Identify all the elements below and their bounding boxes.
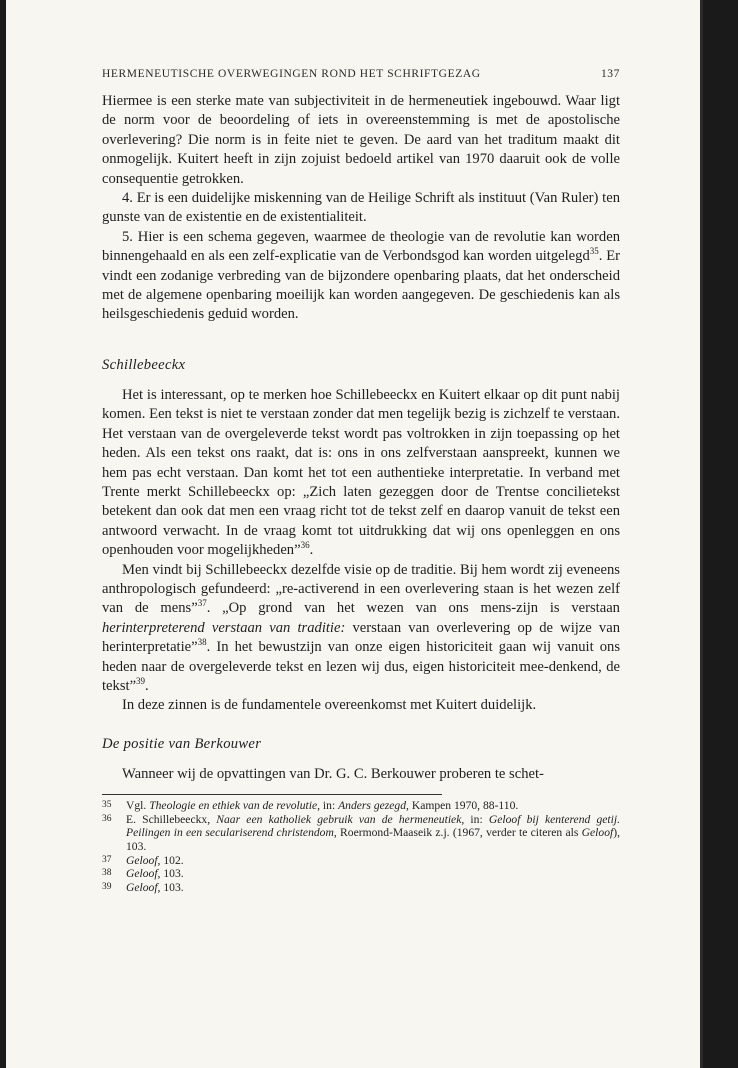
text-run: . In het bewustzijn van onze eigen historiciteit gaan wij vanuit ons heden naar de overgeleverde tekst en lezen wij dus, eigen historiciteit mee-denkend, de tekst” [102,639,620,694]
italic-run: Geloof, [126,853,161,867]
text-run: ), 103. [126,826,620,853]
italic-run: Geloof, [126,880,161,894]
paragraph: 4. Er is een duidelijke miskenning van de Heilige Schrift als instituut (Van Ruler) ten gunste van de existentie en de existentialiteit. [102,190,620,226]
book-page [6,0,703,1068]
section-heading-berkouwer: De positie van Berkouwer [102,735,262,752]
paragraph: Hiermee is een sterke mate van subjectiviteit in de hermeneutiek ingebouwd. Waar ligt de norm voor de beoordeling of iets in overeenstemming is met de apostolische overlevering? Die norm is in feite niet te geven. De aard van het traditum maakt dit onmogelijk. Kuitert heeft in zijn zojuist bedoeld artikel van 1970 daaruit ook de volle consequentie getrokken. [102,93,620,187]
italic-run: Naar een katholiek gebruik van de hermeneutiek, [216,812,465,826]
italic-run: Theologie en ethiek van de revolutie, [149,799,321,813]
footnote-ref: 39 [136,676,146,687]
page-number: 137 [600,68,620,80]
italic-run: Geloof bij kenterend getij. Peilingen in een seculariserend christendom, [126,812,620,840]
footnote-number: 35 [102,800,112,811]
paragraph [102,561,620,697]
text-run: 5. Hier is een schema gegeven, waarmee de theologie van de revolutie kan worden binnengehaald en als een zelf-explicatie van de Verbondsgod kan worden uitgelegd [102,228,620,265]
footnote-38 [102,867,620,881]
text-run: 102. [160,853,184,867]
footnote-ref: 36 [300,540,310,551]
paragraph: Wanneer wij de opvattingen van Dr. G. C. Berkouwer proberen te schet- [122,765,544,782]
italic-run: Geloof [581,826,614,840]
running-head [102,68,620,80]
footnote-text [126,881,620,895]
text-run: . „Op grond van het wezen van ons mens-zijn is verstaan [206,600,620,617]
text-run: Het is interessant, op te merken hoe Schillebeeckx en Kuitert elkaar op dit punt nabij komen. Een tekst is niet te verstaan zonder dat men tegelijk bezig is zichzelf te verstaan. Het verstaan van de overgeleverde tekst wordt pas voltrokken in zijn toepassing op het heden. Als een tekst ons raakt, dat is: ons in ons zelfverstaan aanspreekt, kunnen we hem pas echt verstaan. Dan komt het tot een authentieke interpretatie. In verband met Trente merkt Schillebeeckx op: „Zich laten gezeggen door de Trentse concilietekst betekent dan ook dat men een vraag richt tot de tekst zelf en daarop vanuit de tekst een antwoord verwacht. In de vraag komt tot uitdrukking dat wij ons openleggen en ons openhouden voor mogelijkheden” [102,386,620,559]
footnote-39 [102,881,620,895]
text-run: Men vindt bij Schillebeeckx dezelfde visie op de traditie. Bij hem wordt zij eveneens anthropologisch gefundeerd: „re-activerend in een overlevering staan is het wezen zelf van de mens” [102,561,620,617]
italic-run: Geloof, [126,867,161,881]
text-run: Roermond-Maaseik z.j. (1967, verder te citeren als [336,826,582,840]
footnotes [102,799,620,894]
text-run: . Er vindt een zodanige verbreding van de bijzondere openbaring plaats, dat het onderscheid met de algemene openbaring moeilijk kan worden aangegeven. De geschiedenis kan als heilsgeschiedenis geduid worden. [102,248,620,323]
paragraph [102,386,620,561]
text-run: 103. [160,867,184,881]
footnote-37 [102,854,620,868]
text-run: in: [464,812,489,826]
footnote-number: 39 [102,881,112,892]
section-heading-schillebeeckx: Schillebeeckx [102,356,186,373]
text-run: Kampen 1970, 88-110. [408,799,519,813]
italic-run: Anders gezegd, [338,799,409,813]
paragraph [102,228,620,325]
footnote-text [126,799,620,813]
footnote-36 [102,813,620,854]
footnote-ref: 35 [589,246,599,257]
text-run: verstaan van overlevering op de wijze van herinterpretatie” [102,619,620,656]
footnote-ref: 38 [197,637,207,648]
paragraph: In deze zinnen is de fundamentele overeenkomst met Kuitert duidelijk. [122,697,537,714]
italic-run: herinterpreterend verstaan van traditie: [102,619,346,636]
page-content [102,68,620,894]
text-run: Vgl. [126,799,150,813]
footnote-number: 38 [102,868,112,879]
running-head-title: HERMENEUTISCHE OVERWEGINGEN ROND HET SCHRIFTGEZAG [102,68,481,80]
text-run: . [309,542,314,559]
footnote-text [126,813,620,854]
footnote-35 [102,799,620,813]
footnote-number: 37 [102,854,112,865]
footnote-text [126,867,620,881]
footnote-ref: 37 [197,598,207,609]
footnote-number: 36 [102,813,112,824]
text-run: . [145,677,149,694]
footnote-rule [102,794,620,894]
text-run: in: [320,799,339,813]
footnote-text [126,854,620,868]
text-run: E. Schillebeeckx, [126,812,217,826]
text-run: 103. [160,880,184,894]
